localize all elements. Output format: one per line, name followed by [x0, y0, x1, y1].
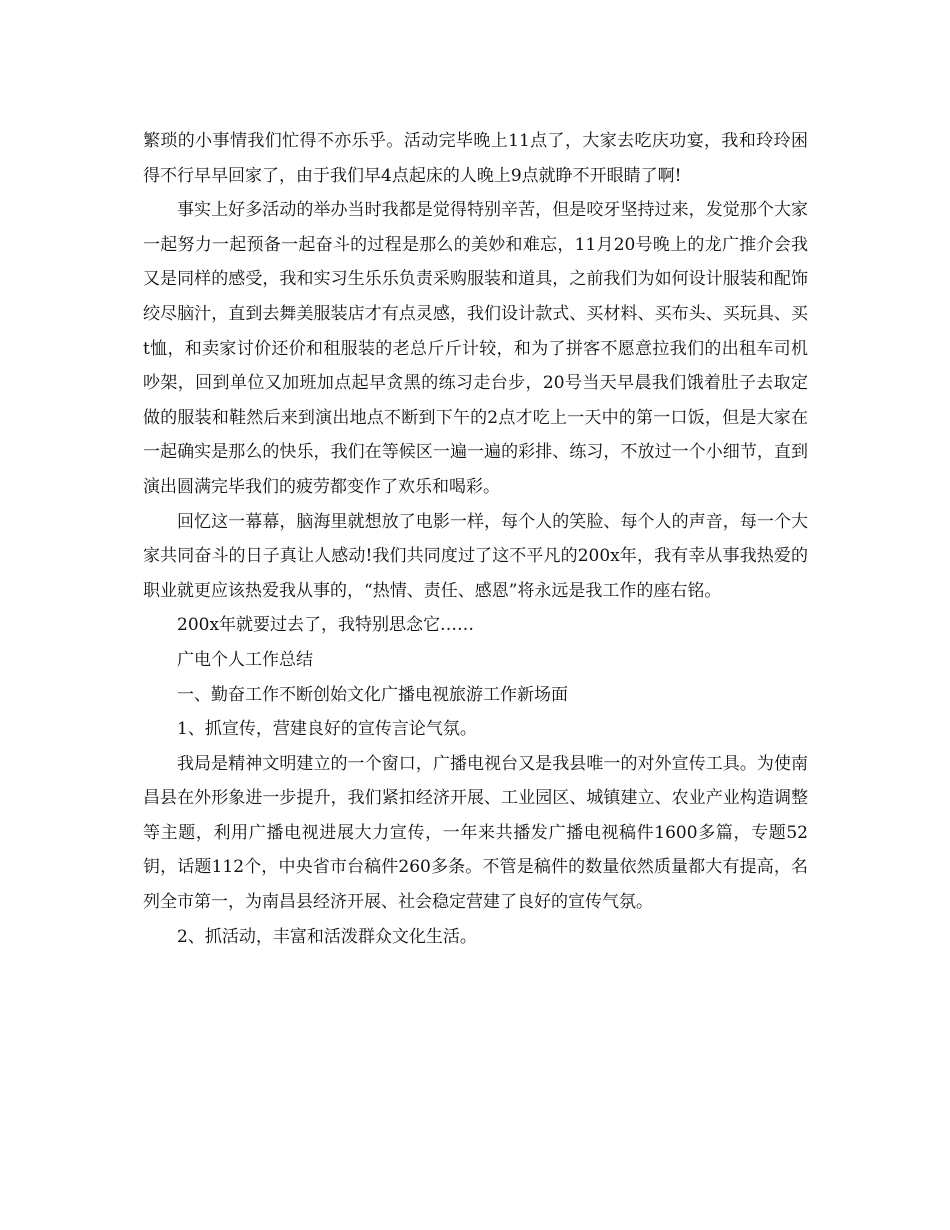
- paragraph: 我局是精神文明建立的一个窗口，广播电视台又是我县唯一的对外宣传工具。为使南昌县在外形象进一步提升，我们紧扣经济开展、工业园区、城镇建立、农业产业构造调整等主题，利用广播电视进展大力宣传，一年来共播发广播电视稿件1600多篇，专题52钥，话题112个，中央省市台稿件260多条。不管是稿件的数量依然质量都大有提高，名列全市第一，为南昌县经济开展、社会稳定营建了良好的宣传气氛。: [143, 753, 808, 913]
- section-heading: 一、勤奋工作不断创始文化广播电视旅游工作新场面: [177, 684, 568, 705]
- paragraph: 回忆这一幕幕，脑海里就想放了电影一样，每个人的笑脸、每个人的声音，每一个大家共同奋斗的日子真让人感动!我们共同度过了这不平凡的200x年，我有幸从事我热爱的职业就更应该热爱我从事的，“热情、责任、感恩”将永远是我工作的座右铭。: [143, 511, 808, 601]
- paragraph: 200x年就要过去了，我特别思念它……: [177, 615, 475, 636]
- paragraph: 繁琐的小事情我们忙得不亦乐乎。活动完毕晚上11点了，大家去吃庆功宴，我和玲玲困得不行早早回家了，由于我们早4点起床的人晚上9点就睁不开眼睛了啊!: [143, 131, 808, 186]
- document-body: [143, 124, 808, 954]
- section-title: 广电个人工作总结: [177, 649, 313, 670]
- subsection-heading: 2、抓活动，丰富和活泼群众文化生活。: [177, 926, 477, 947]
- paragraph: 事实上好多活动的举办当时我都是觉得特别辛苦，但是咬牙坚持过来，发觉那个大家一起努力一起预备一起奋斗的过程是那么的美妙和难忘，11月20号晚上的龙广推介会我又是同样的感受，我和实习生乐乐负责采购服装和道具，之前我们为如何设计服装和配饰绞尽脑汁，直到去舞美服装店才有点灵感，我们设计款式、买材料、买布头、买玩具、买t恤，和卖家讨价还价和租服装的老总斤斤计较，和为了拼客不愿意拉我们的出租车司机吵架，回到单位又加班加点起早贪黑的练习走台步，20号当天早晨我们饿着肚子去取定做的服装和鞋然后来到演出地点不断到下午的2点才吃上一天中的第一口饭，但是大家在一起确实是那么的快乐，我们在等候区一遍一遍的彩排、练习，不放过一个小细节，直到演出圆满完毕我们的疲劳都变作了欢乐和喝彩。: [143, 200, 808, 497]
- subsection-heading: 1、抓宣传，营建良好的宣传言论气氛。: [177, 719, 477, 740]
